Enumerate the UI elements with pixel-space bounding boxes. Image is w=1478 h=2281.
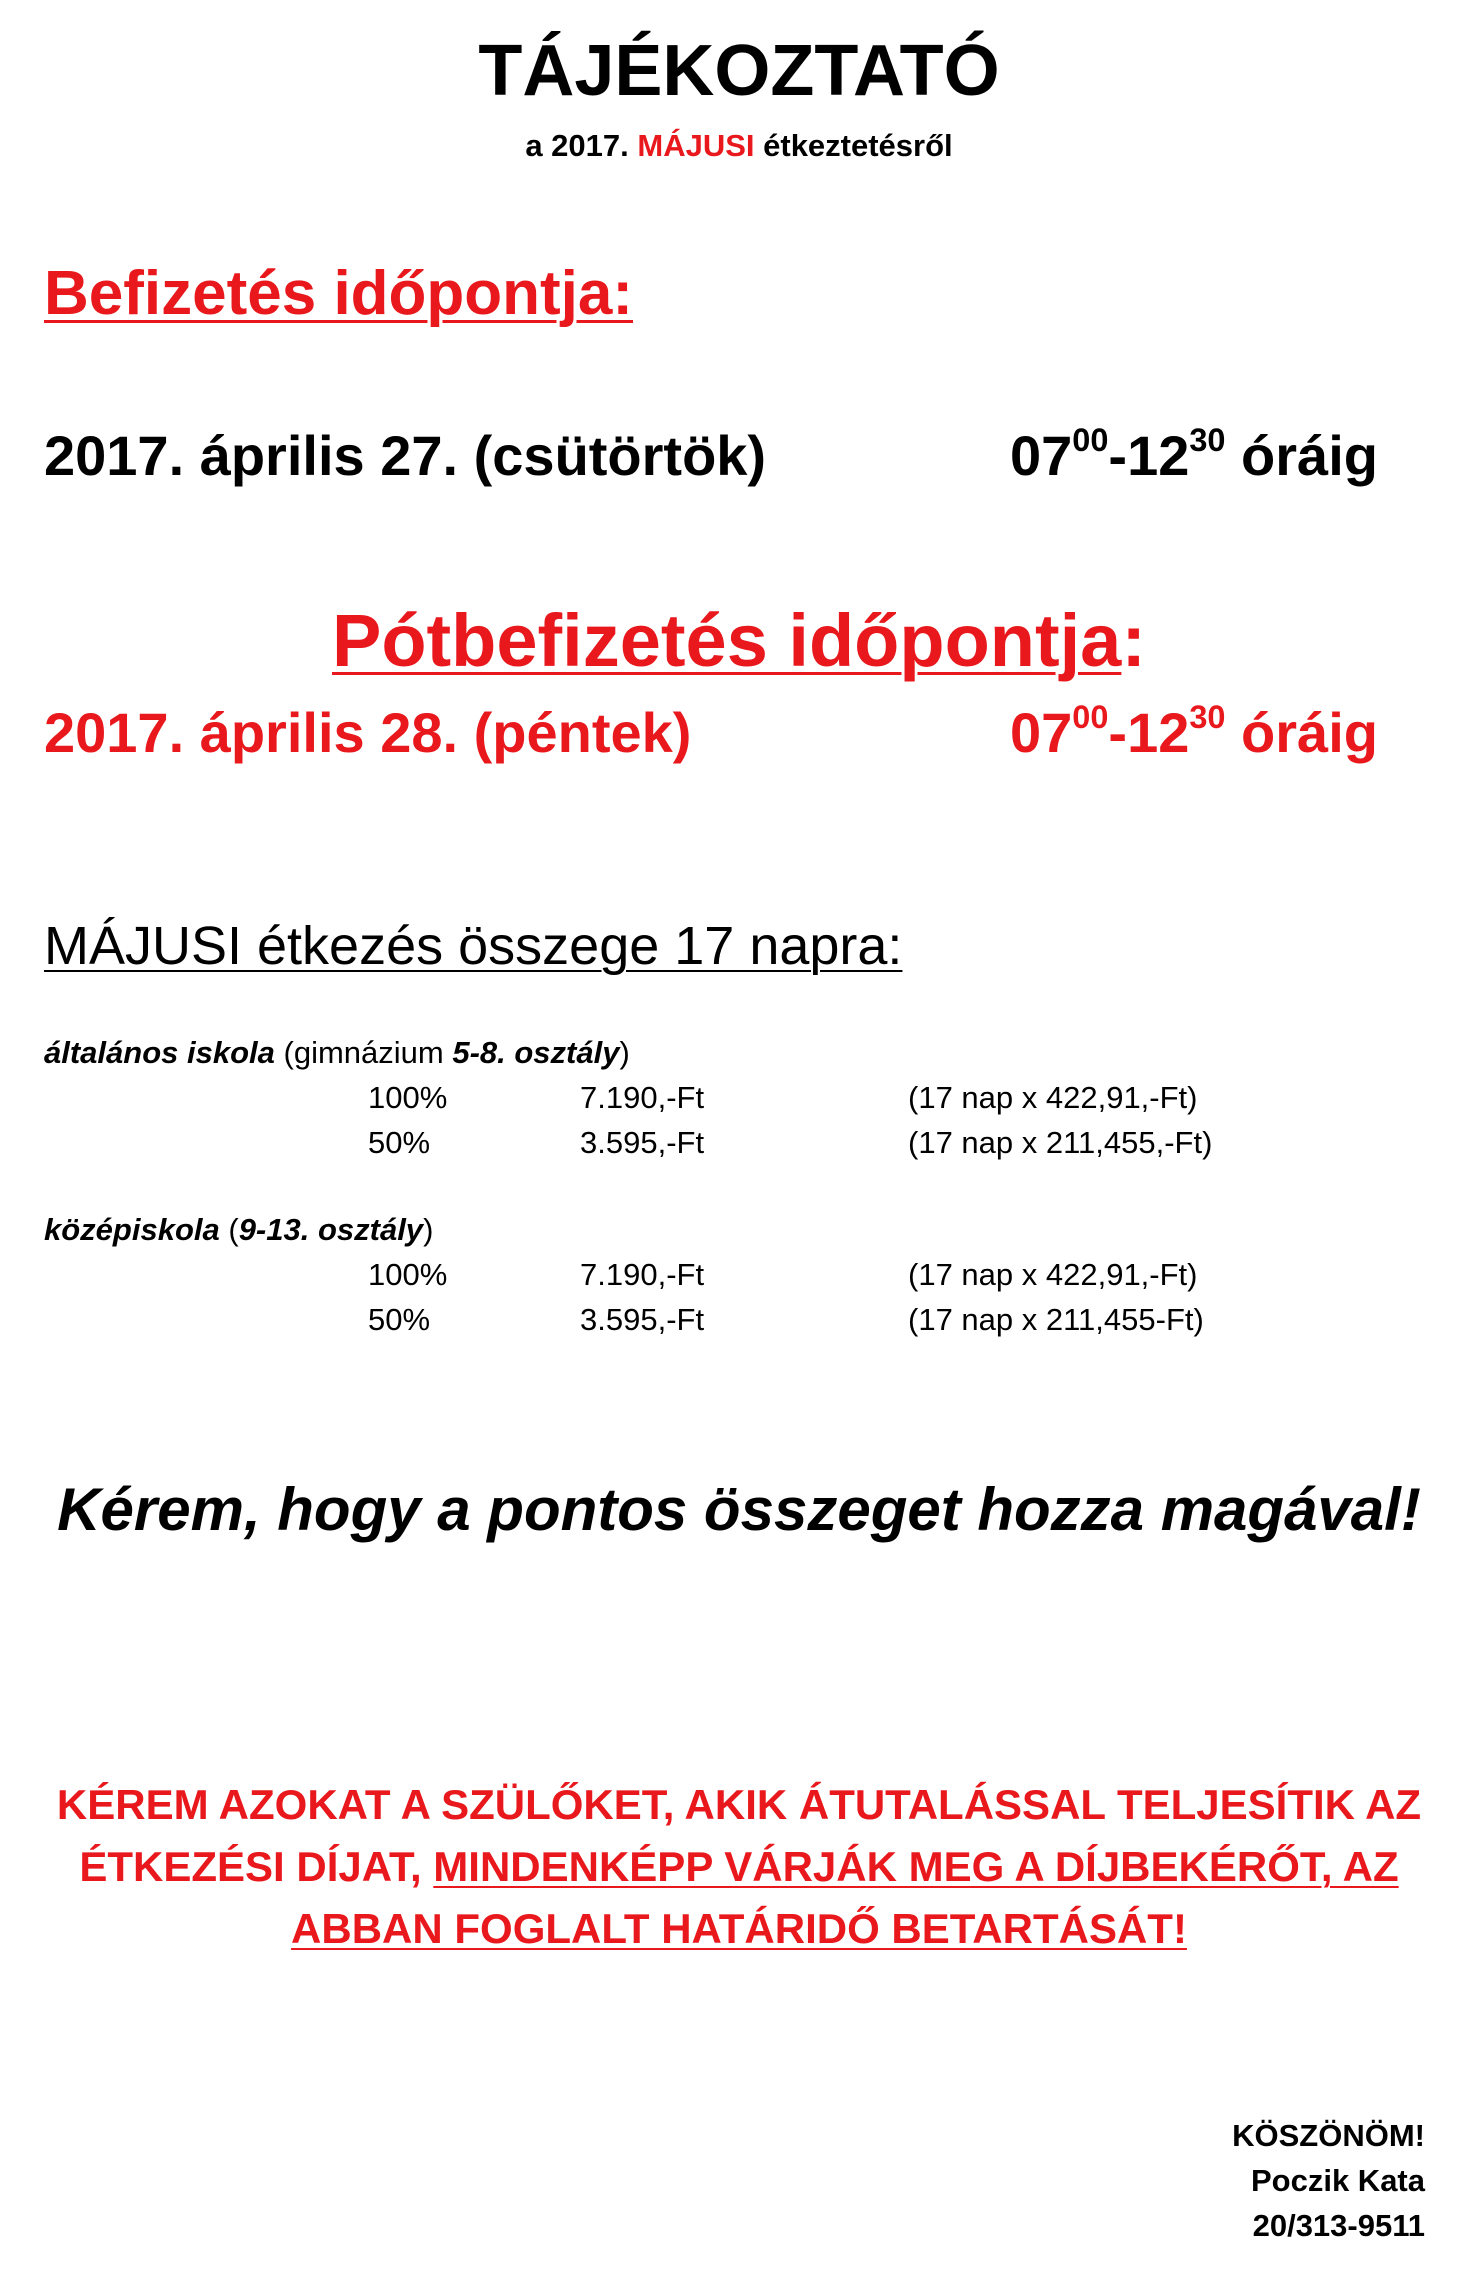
late-time-end-hour: 12 (1127, 701, 1190, 764)
price-percent: 50% (368, 1125, 431, 1160)
payment-time (1010, 423, 1378, 488)
signature-thanks: KÖSZÖNÖM! (1232, 2118, 1425, 2153)
price-detail: (17 nap x 422,91,-Ft) (908, 1257, 1198, 1292)
price-amount: 7.190,-Ft (580, 1080, 705, 1115)
price-percent: 100% (368, 1257, 448, 1292)
payment-time-suffix: óráig (1225, 424, 1378, 487)
subtitle-pre: a 2017. (525, 128, 638, 163)
group-paren-open: ( (219, 1212, 239, 1247)
late-payment-time (1010, 700, 1378, 765)
price-percent: 100% (368, 1080, 448, 1115)
late-time-end-min: 30 (1189, 698, 1226, 735)
payment-time-sep: - (1108, 424, 1128, 487)
payment-time-start-min: 00 (1072, 421, 1109, 458)
late-time-sep: - (1108, 701, 1128, 764)
request-text: Kérem, hogy a pontos összeget hozza magával! (57, 1476, 1421, 1543)
price-amount: 3.595,-Ft (580, 1302, 705, 1337)
group-classes: 5-8. osztály (452, 1035, 620, 1070)
payment-time-start-hour: 07 (1010, 424, 1073, 487)
late-payment-heading-colon: : (1121, 599, 1146, 682)
group-classes: 9-13. osztály (238, 1212, 424, 1247)
subtitle-month: MÁJUSI (637, 128, 755, 163)
group-name: középiskola (44, 1212, 220, 1247)
price-amount: 7.190,-Ft (580, 1257, 705, 1292)
amount-heading: MÁJUSI étkezés összege 17 napra: (44, 916, 903, 976)
signature-name: Poczik Kata (1250, 2163, 1425, 2198)
notice-underlined-text: MINDENKÉPP VÁRJÁK MEG A DÍJBEKÉRŐT, AZ ABBAN FOGLALT HATÁRIDŐ BETARTÁSÁT! (291, 1843, 1399, 1952)
price-detail: (17 nap x 422,91,-Ft) (908, 1080, 1198, 1115)
price-detail: (17 nap x 211,455-Ft) (908, 1302, 1204, 1337)
transfer-notice (40, 1774, 1438, 1960)
late-payment-heading-text: Pótbefizetés időpontja (331, 599, 1122, 682)
payment-heading: Befizetés időpontja: (44, 259, 634, 328)
group-paren-close: ) (619, 1035, 630, 1070)
payment-date: 2017. április 27. (csütörtök) (44, 424, 767, 487)
late-time-suffix: óráig (1225, 701, 1378, 764)
price-percent: 50% (368, 1302, 431, 1337)
page-subtitle (0, 128, 1478, 164)
subtitle-post: étkeztetésről (754, 128, 953, 163)
group-paren-close: ) (423, 1212, 434, 1247)
late-time-start-hour: 07 (1010, 701, 1073, 764)
late-time-start-min: 00 (1072, 698, 1109, 735)
group-name: általános iskola (44, 1035, 275, 1070)
price-amount: 3.595,-Ft (580, 1125, 705, 1160)
signature-phone: 20/313-9511 (1252, 2208, 1425, 2243)
payment-time-end-hour: 12 (1127, 424, 1190, 487)
notice-text: KÉREM AZOKAT A SZÜLŐKET, AKIK ÁTUTALÁSSAL TELJESÍTIK AZ ÉTKEZÉSI DÍJAT, (56, 1781, 1422, 1890)
group-label-primary (44, 1035, 630, 1071)
price-detail: (17 nap x 211,455,-Ft) (908, 1125, 1213, 1160)
group-paren-open: (gimnázium (274, 1035, 453, 1070)
group-label-secondary (44, 1212, 433, 1248)
late-payment-date: 2017. április 28. (péntek) (44, 701, 692, 764)
page-title: TÁJÉKOZTATÓ (478, 31, 1000, 111)
late-payment-heading (0, 598, 1478, 683)
payment-time-end-min: 30 (1189, 421, 1226, 458)
